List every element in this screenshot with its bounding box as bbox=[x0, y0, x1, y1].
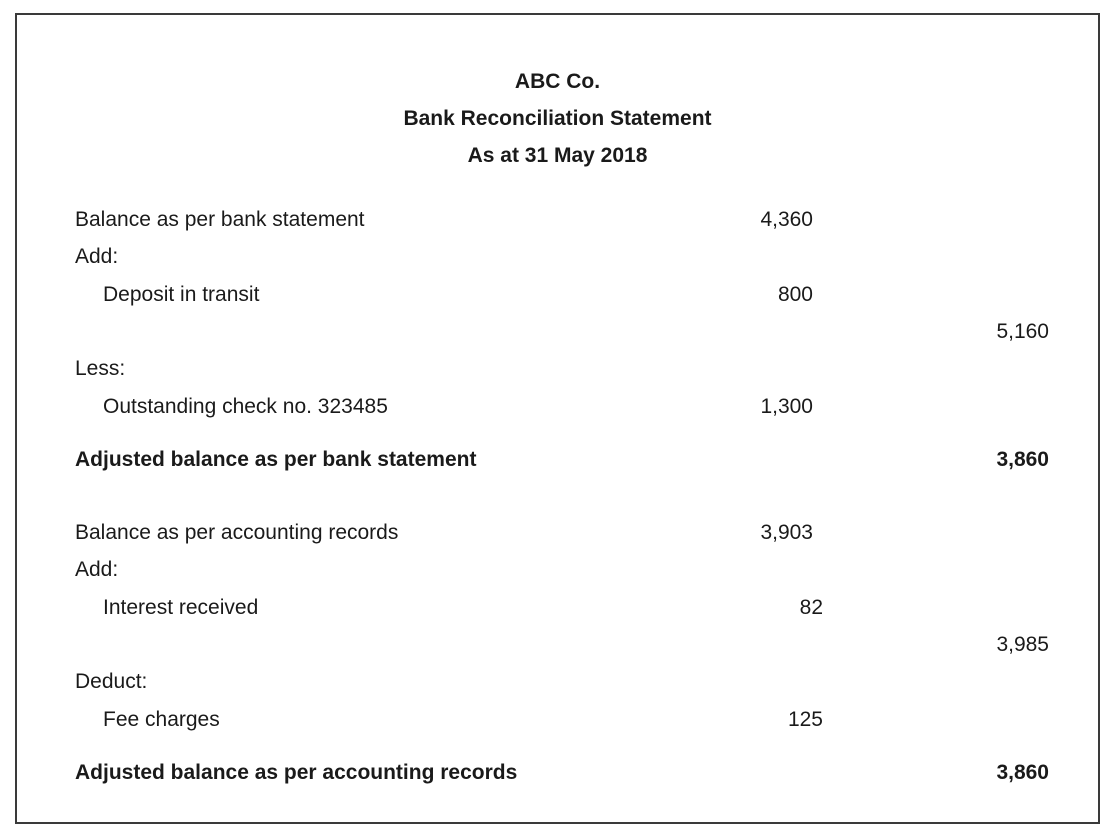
bank-subtotal-row bbox=[17, 320, 1098, 350]
interest-received-label: Interest received bbox=[103, 596, 259, 619]
outstanding-check-amount: 1,300 bbox=[760, 395, 813, 418]
bank-opening-amount: 4,360 bbox=[760, 208, 813, 231]
statement-frame bbox=[15, 13, 1100, 824]
bank-add-item-row bbox=[17, 283, 1098, 313]
book-deduct-label: Deduct: bbox=[75, 670, 148, 693]
bank-less-item-row bbox=[17, 395, 1098, 425]
fee-charges-amount: 125 bbox=[787, 708, 823, 731]
bank-adjusted-row bbox=[17, 448, 1098, 478]
book-subtotal-amount: 3,985 bbox=[996, 633, 1049, 656]
book-add-item-row bbox=[17, 596, 1098, 626]
bank-add-heading-row bbox=[17, 245, 1098, 275]
bank-adjusted-label: Adjusted balance as per bank statement bbox=[75, 448, 477, 471]
book-adjusted-label: Adjusted balance as per accounting records bbox=[75, 761, 518, 784]
book-opening-row bbox=[17, 521, 1098, 551]
bank-opening-row bbox=[17, 208, 1098, 238]
bank-add-label: Add: bbox=[75, 245, 119, 268]
book-opening-label: Balance as per accounting records bbox=[75, 521, 399, 544]
statement-title: Bank Reconciliation Statement bbox=[403, 107, 712, 130]
deposit-in-transit-amount: 800 bbox=[777, 283, 813, 306]
book-adjusted-amount: 3,860 bbox=[996, 761, 1049, 784]
bank-less-heading-row bbox=[17, 357, 1098, 387]
statement-date: As at 31 May 2018 bbox=[467, 144, 648, 167]
bank-subtotal-amount: 5,160 bbox=[996, 320, 1049, 343]
book-opening-amount: 3,903 bbox=[760, 521, 813, 544]
book-deduct-heading-row bbox=[17, 670, 1098, 700]
book-subtotal-row bbox=[17, 633, 1098, 663]
book-add-heading-row bbox=[17, 558, 1098, 588]
book-adjusted-row bbox=[17, 761, 1098, 791]
book-add-label: Add: bbox=[75, 558, 119, 581]
interest-received-amount: 82 bbox=[799, 596, 823, 619]
bank-less-label: Less: bbox=[75, 357, 126, 380]
book-deduct-item-row bbox=[17, 708, 1098, 738]
bank-opening-label: Balance as per bank statement bbox=[75, 208, 365, 231]
bank-adjusted-amount: 3,860 bbox=[996, 448, 1049, 471]
company-name: ABC Co. bbox=[514, 70, 601, 93]
deposit-in-transit-label: Deposit in transit bbox=[103, 283, 260, 306]
fee-charges-label: Fee charges bbox=[103, 708, 220, 731]
outstanding-check-label: Outstanding check no. 323485 bbox=[103, 395, 388, 418]
